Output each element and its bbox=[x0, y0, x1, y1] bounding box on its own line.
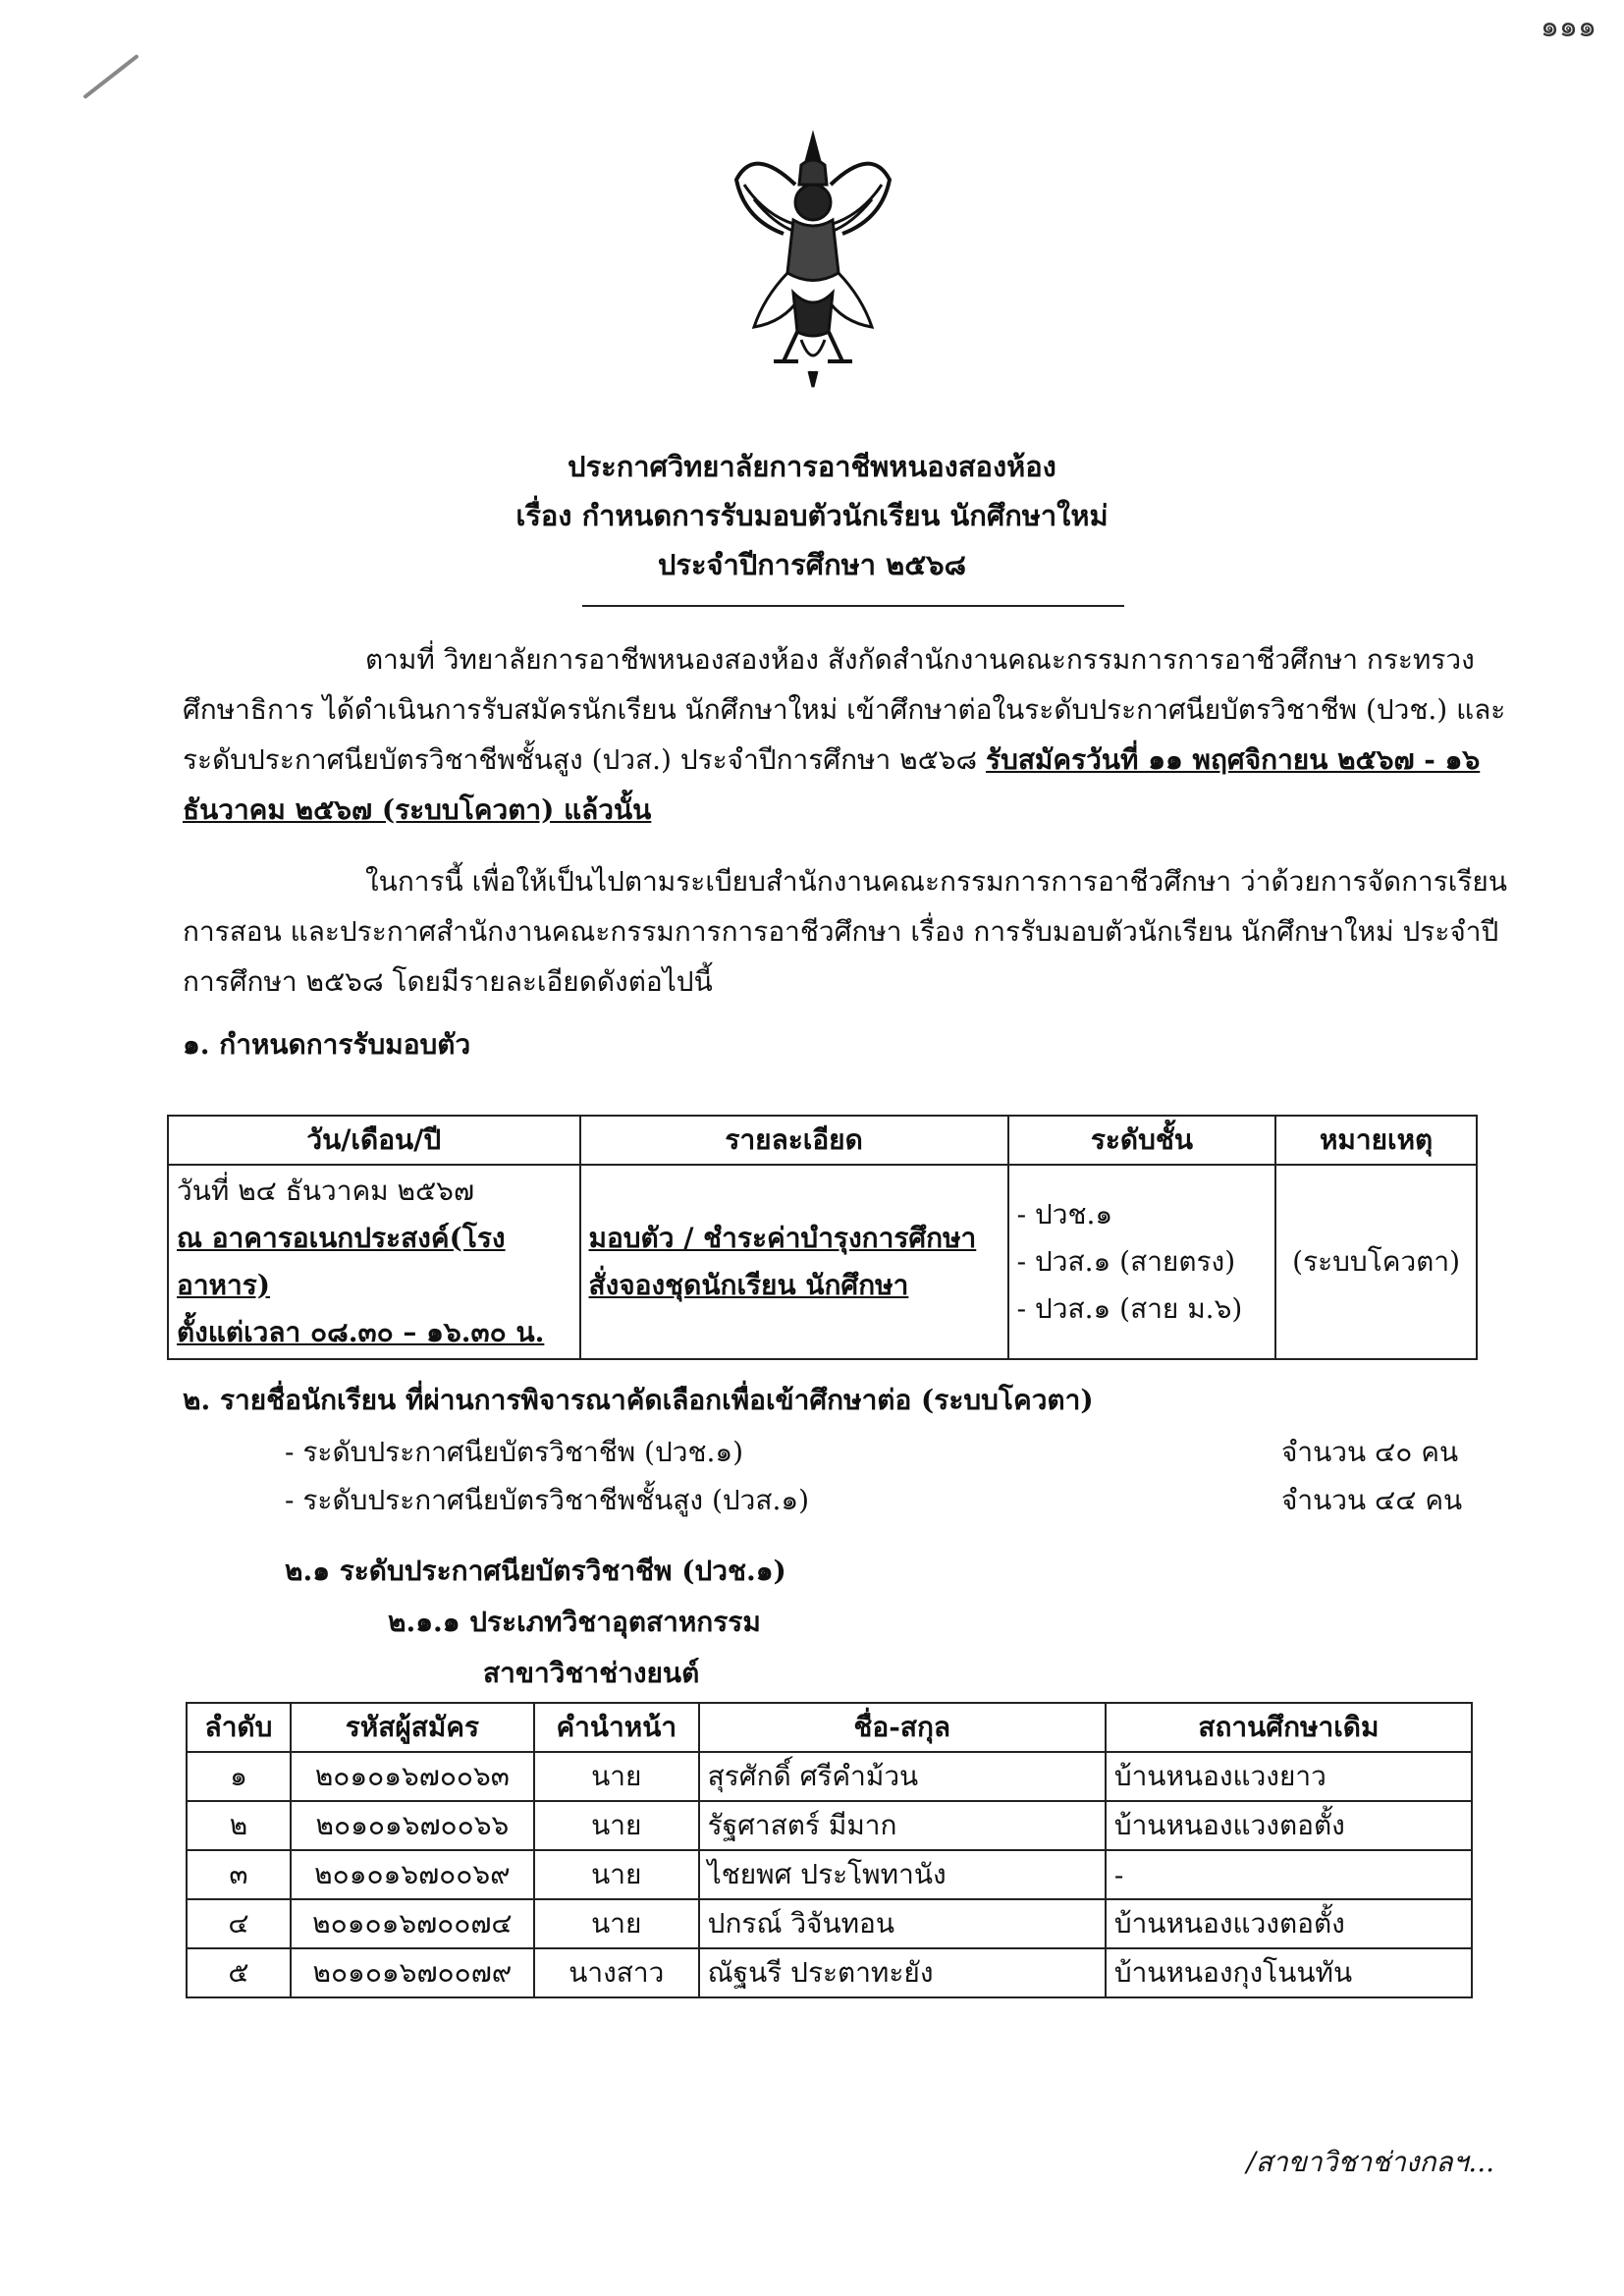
column-header: ลำดับ bbox=[187, 1703, 291, 1752]
academic-year: ประจำปีการศึกษา ๒๕๖๘ bbox=[658, 548, 966, 581]
section-1-heading: ๑. กำหนดการรับมอบตัว bbox=[183, 1028, 471, 1061]
category-heading: ๒.๑.๑ ประเภทวิชาอุตสาหกรรม bbox=[388, 1606, 761, 1638]
quota-item-vocational: - ระดับประกาศนียบัตรวิชาชีพ (ปวช.๑) bbox=[285, 1436, 744, 1468]
branch-heading: สาขาวิชาช่างยนต์ bbox=[483, 1657, 700, 1689]
column-header: คำนำหน้า bbox=[534, 1703, 699, 1752]
student-table bbox=[186, 1702, 1473, 1998]
continued-footer: /สาขาวิชาช่างกลฯ... bbox=[1246, 2146, 1494, 2178]
level-item: - ปวส.๑ (สายตรง) bbox=[1016, 1245, 1236, 1278]
student-name: ณัฐนรี ประตาทะยัง bbox=[699, 1948, 1106, 1997]
student-name: สุรศักดิ์ ศรีคำม้วน bbox=[699, 1752, 1106, 1801]
table-row bbox=[187, 1752, 1472, 1801]
paragraph-1 bbox=[183, 634, 1522, 835]
name-prefix: นาย bbox=[534, 1850, 699, 1899]
column-header: ระดับชั้น bbox=[1008, 1116, 1276, 1165]
previous-school: บ้านหนองแวงตอตั้ง bbox=[1106, 1899, 1472, 1948]
column-header: รายละเอียด bbox=[580, 1116, 1008, 1165]
quota-count-higher: จำนวน ๔๔ คน bbox=[1281, 1484, 1463, 1516]
table-row bbox=[187, 1948, 1472, 1997]
applicant-id: ๒๐๑๐๑๖๗๐๐๗๙ bbox=[291, 1948, 534, 1997]
schedule-detail-1: มอบตัว / ชำระค่าบำรุงการศึกษา bbox=[588, 1222, 977, 1254]
applicant-id: ๒๐๑๐๑๖๗๐๐๖๓ bbox=[291, 1752, 534, 1801]
column-header: วัน/เดือน/ปี bbox=[168, 1116, 580, 1165]
announcement-title: ประกาศวิทยาลัยการอาชีพหนองสองห้อง bbox=[568, 450, 1056, 483]
student-header-row bbox=[187, 1703, 1472, 1752]
name-prefix: นางสาว bbox=[534, 1948, 699, 1997]
student-name: รัฐศาสตร์ มีมาก bbox=[699, 1801, 1106, 1850]
schedule-time: ตั้งแต่เวลา ๐๘.๓๐ – ๑๖.๓๐ น. bbox=[177, 1316, 545, 1348]
row-number: ๒ bbox=[187, 1801, 291, 1850]
name-prefix: นาย bbox=[534, 1752, 699, 1801]
name-prefix: นาย bbox=[534, 1801, 699, 1850]
table-row bbox=[187, 1850, 1472, 1899]
schedule-level-cell bbox=[1008, 1165, 1276, 1359]
previous-school: - bbox=[1106, 1850, 1472, 1899]
row-number: ๑ bbox=[187, 1752, 291, 1801]
title-divider bbox=[582, 605, 1124, 607]
student-name: ไชยพศ ประโพทานัง bbox=[699, 1850, 1106, 1899]
column-header: สถานศึกษาเดิม bbox=[1106, 1703, 1472, 1752]
quota-count-vocational: จำนวน ๔๐ คน bbox=[1281, 1436, 1459, 1468]
row-number: ๔ bbox=[187, 1899, 291, 1948]
column-header: รหัสผู้สมัคร bbox=[291, 1703, 534, 1752]
sub-section-heading: ๒.๑ ระดับประกาศนียบัตรวิชาชีพ (ปวช.๑) bbox=[285, 1555, 786, 1587]
schedule-location: ณ อาคารอเนกประสงค์(โรงอาหาร) bbox=[177, 1222, 506, 1301]
schedule-remark: (ระบบโควตา) bbox=[1275, 1165, 1477, 1359]
paragraph-2 bbox=[183, 856, 1522, 1007]
row-number: ๓ bbox=[187, 1850, 291, 1899]
applicant-id: ๒๐๑๐๑๖๗๐๐๖๖ bbox=[291, 1801, 534, 1850]
schedule-date: วันที่ ๒๔ ธันวาคม ๒๕๖๗ bbox=[177, 1175, 475, 1207]
application-period: รับสมัครวันที่ ๑๑ พฤศจิกายน ๒๕๖๗ - ๑๖ ธันวาคม ๒๕๖๗ (ระบบโควตา) แล้วนั้น bbox=[183, 743, 1481, 826]
student-name: ปกรณ์ วิจันทอน bbox=[699, 1899, 1106, 1948]
previous-school: บ้านหนองแวงตอตั้ง bbox=[1106, 1801, 1472, 1850]
page-number: ๑๑๑ bbox=[1540, 10, 1597, 44]
table-row bbox=[187, 1801, 1472, 1850]
announcement-subject: เรื่อง กำหนดการรับมอบตัวนักเรียน นักศึกษาใหม่ bbox=[515, 499, 1109, 532]
section-2-heading: ๒. รายชื่อนักเรียน ที่ผ่านการพิจารณาคัดเลือกเพื่อเข้าศึกษาต่อ (ระบบโควตา) bbox=[183, 1384, 1094, 1416]
level-item: - ปวส.๑ (สาย ม.๖) bbox=[1016, 1292, 1243, 1325]
staple-mark bbox=[82, 54, 139, 99]
garuda-emblem-icon bbox=[725, 126, 901, 391]
row-number: ๕ bbox=[187, 1948, 291, 1997]
schedule-header-row bbox=[168, 1116, 1477, 1165]
previous-school: บ้านหนองแวงยาว bbox=[1106, 1752, 1472, 1801]
applicant-id: ๒๐๑๐๑๖๗๐๐๖๙ bbox=[291, 1850, 534, 1899]
schedule-table bbox=[167, 1115, 1478, 1360]
schedule-detail-2: สั่งจองชุดนักเรียน นักศึกษา bbox=[588, 1269, 909, 1301]
schedule-detail-cell bbox=[580, 1165, 1008, 1359]
level-item: - ปวช.๑ bbox=[1016, 1198, 1113, 1230]
column-header: หมายเหตุ bbox=[1275, 1116, 1477, 1165]
previous-school: บ้านหนองกุงโนนทัน bbox=[1106, 1948, 1472, 1997]
paragraph-1-text: ตามที่ วิทยาลัยการอาชีพหนองสองห้อง สังกัดสำนักงานคณะกรรมการการอาชีวศึกษา กระทรวงศึกษาธิการ ได้ดำเนินการรับสมัครนักเรียน นักศึกษาใหม่ เข้าศึกษาต่อในระดับประกาศนียบัตรวิชาชีพ (ปวช.) และระดับประกาศนียบัตรวิชาชีพชั้นสูง (ปวส.) ประจำปีการศึกษา ๒๕๖๘ bbox=[183, 643, 1506, 776]
quota-item-higher: - ระดับประกาศนียบัตรวิชาชีพชั้นสูง (ปวส.๑) bbox=[285, 1484, 810, 1516]
name-prefix: นาย bbox=[534, 1899, 699, 1948]
schedule-date-cell bbox=[168, 1165, 580, 1359]
applicant-id: ๒๐๑๐๑๖๗๐๐๗๔ bbox=[291, 1899, 534, 1948]
schedule-row bbox=[168, 1165, 1477, 1359]
column-header: ชื่อ-สกุล bbox=[699, 1703, 1106, 1752]
table-row bbox=[187, 1899, 1472, 1948]
paragraph-2-text: ในการนี้ เพื่อให้เป็นไปตามระเบียบสำนักงานคณะกรรมการการอาชีวศึกษา ว่าด้วยการจัดการเรียนการสอน และประกาศสำนักงานคณะกรรมการการอาชีวศึกษา เรื่อง การรับมอบตัวนักเรียน นักศึกษาใหม่ ประจำปีการศึกษา ๒๕๖๘ โดยมีรายละเอียดดังต่อไปนี้ bbox=[183, 865, 1507, 998]
